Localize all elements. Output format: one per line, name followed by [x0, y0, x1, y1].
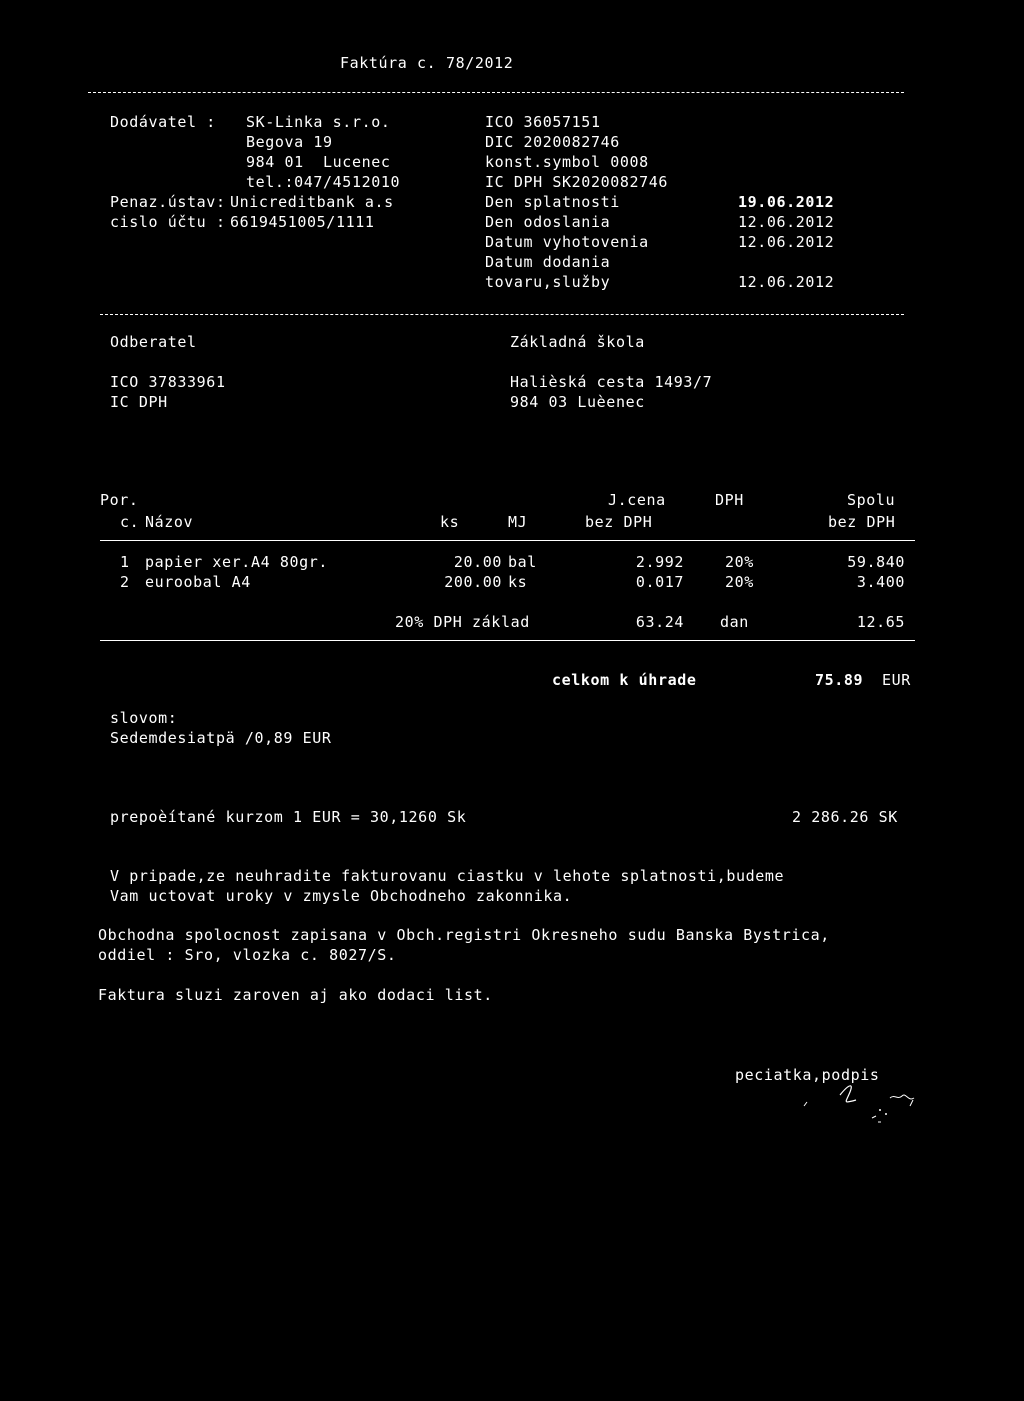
conversion-amount: 2 286.26 SK [792, 808, 898, 826]
total-currency: EUR [882, 671, 911, 689]
bank-label: Penaz.ústav: [110, 193, 226, 211]
bank-name: Unicreditbank a.s [230, 193, 394, 211]
customer-label: Odberatel [110, 333, 197, 351]
due-date: 19.06.2012 [738, 193, 835, 211]
header-nazov: Názov [145, 513, 194, 531]
header-spolu: Spolu [847, 491, 896, 509]
item-name: papier xer.A4 80gr. [145, 553, 328, 571]
words-label: slovom: [110, 709, 178, 727]
divider [100, 540, 915, 541]
customer-name: Základná škola [510, 333, 645, 351]
item-price: 2.992 [635, 553, 684, 571]
sent-date-label: Den odoslania [485, 213, 611, 231]
item-unit: ks [508, 573, 528, 591]
delivery-date: 12.06.2012 [738, 273, 835, 291]
note-line: Faktura sluzi zaroven aj ako dodaci list. [98, 986, 493, 1004]
header-ks: ks [440, 513, 460, 531]
row-number: 1 [120, 553, 130, 571]
item-qty: 200.00 [444, 573, 502, 591]
customer-city: 984 03 Luèenec [510, 393, 645, 411]
supplier-dic: DIC 2020082746 [485, 133, 620, 151]
header-dph: DPH [715, 491, 744, 509]
note-line: V pripade,ze neuhradite fakturovanu ciastku v lehote splatnosti,budeme [110, 867, 785, 885]
supplier-icdph: IC DPH SK2020082746 [485, 173, 668, 191]
customer-ico: ICO 37833961 [110, 373, 226, 391]
supplier-ico: ICO 36057151 [485, 113, 601, 131]
item-total: 59.840 [847, 553, 905, 571]
supplier-phone: tel.:047/4512010 [246, 173, 401, 191]
delivery-date-label: Datum dodania [485, 253, 611, 271]
supplier-name: SK-Linka s.r.o. [246, 113, 391, 131]
konst-symbol: konst.symbol 0008 [485, 153, 649, 171]
item-vat: 20% [725, 573, 754, 591]
note-line: oddiel : Sro, vlozka c. 8027/S. [98, 946, 397, 964]
vat-base: 63.24 [635, 613, 684, 631]
total-amount: 75.89 [815, 671, 864, 689]
supplier-label: Dodávatel : [110, 113, 216, 131]
tax-label: dan [720, 613, 749, 631]
divider [100, 314, 904, 315]
total-label: celkom k úhrade [552, 671, 697, 689]
vat-base-label: 20% DPH základ [395, 613, 530, 631]
divider [88, 92, 904, 93]
row-number: 2 [120, 573, 130, 591]
sent-date: 12.06.2012 [738, 213, 835, 231]
divider [100, 640, 915, 641]
note-line: Obchodna spolocnost zapisana v Obch.registri Okresneho sudu Banska Bystrica, [98, 926, 830, 944]
account-label: cislo účtu : [110, 213, 226, 231]
header-bezdph-total: bez DPH [828, 513, 896, 531]
header-jcena: J.cena [608, 491, 666, 509]
header-mj: MJ [508, 513, 528, 531]
delivery-date-label-2: tovaru,služby [485, 273, 611, 291]
item-name: euroobal A4 [145, 573, 251, 591]
issued-date: 12.06.2012 [738, 233, 835, 251]
invoice-title: Faktúra c. 78/2012 [340, 54, 514, 72]
customer-street: Halièská cesta 1493/7 [510, 373, 713, 391]
note-line: Vam uctovat uroky v zmysle Obchodneho zakonnika. [110, 887, 573, 905]
item-total: 3.400 [856, 573, 905, 591]
signature-scribble [790, 1080, 940, 1130]
conversion-text: prepoèítané kurzom 1 EUR = 30,1260 Sk [110, 808, 467, 826]
header-c: c. [120, 513, 140, 531]
account-number: 6619451005/1111 [230, 213, 375, 231]
item-unit: bal [508, 553, 537, 571]
item-qty: 20.00 [453, 553, 502, 571]
tax-amount: 12.65 [856, 613, 905, 631]
header-bezdph: bez DPH [585, 513, 653, 531]
item-price: 0.017 [635, 573, 684, 591]
due-date-label: Den splatnosti [485, 193, 620, 211]
item-vat: 20% [725, 553, 754, 571]
issued-date-label: Datum vyhotovenia [485, 233, 649, 251]
supplier-street: Begova 19 [246, 133, 333, 151]
customer-icdph: IC DPH [110, 393, 168, 411]
stamp-label: peciatka,podpis [735, 1066, 880, 1084]
words-text: Sedemdesiatpä /0,89 EUR [110, 729, 332, 747]
supplier-city: 984 01 Lucenec [246, 153, 391, 171]
header-por: Por. [100, 491, 139, 509]
